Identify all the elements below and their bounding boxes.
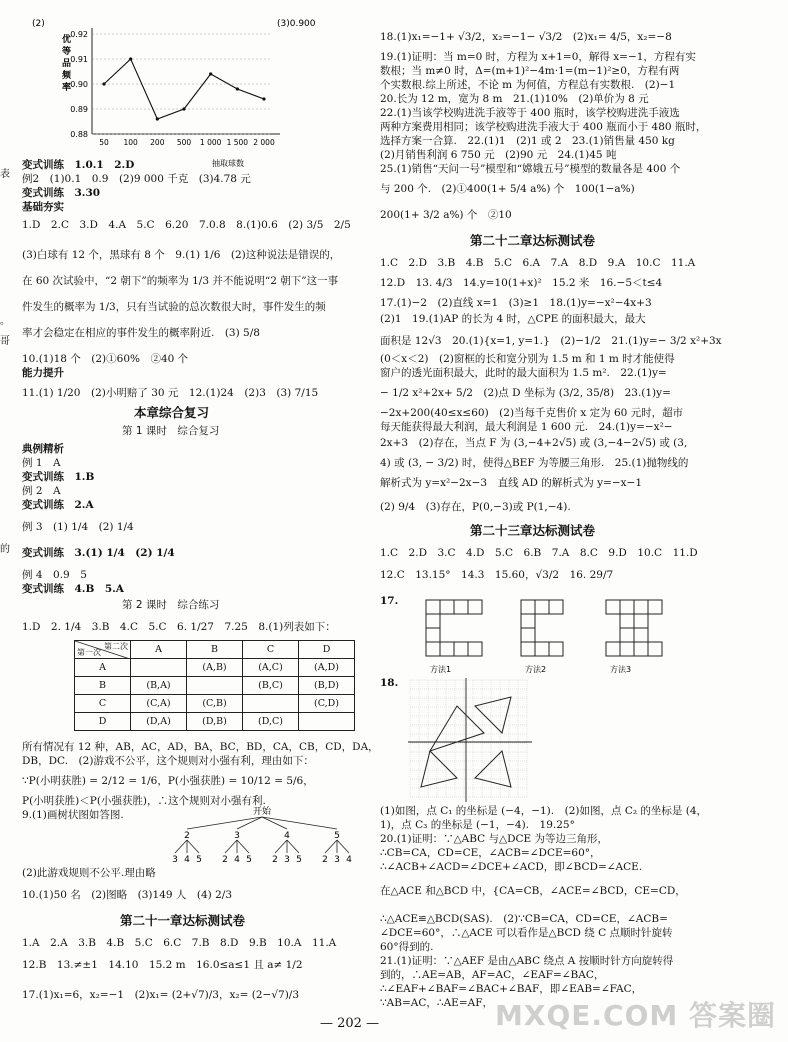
y-label-char: 优	[62, 35, 72, 45]
net-square	[440, 600, 454, 614]
triangle	[475, 751, 511, 787]
tree-branch	[275, 840, 287, 853]
ans-line: 200(1+ 3/2 a%) 个 ②10	[380, 209, 512, 221]
net-square	[426, 642, 440, 656]
ans-line: 21.(1)证明：∵△AEF 是由△ABC 绕点 A 按顺时针方向旋转得	[380, 955, 674, 967]
ans-line: 数根；当 m≠0 时，Δ=(m+1)²−4m·1=(m−1)²≥0，方程有两	[380, 65, 680, 77]
tree-branch	[175, 840, 187, 853]
ans-line: 20.(1)证明：∵△ABC 与△DCE 为等边三角形，	[380, 833, 609, 845]
net-label: 方法2	[525, 665, 547, 674]
tree-branch	[225, 840, 237, 853]
tree-leaf: 5	[246, 855, 252, 865]
tree-branch	[337, 840, 349, 853]
y-tick-label: 0.89	[70, 105, 88, 114]
section-label: 基础夯实	[22, 201, 64, 213]
ans-line: 17.(1)−2 (2)直线 x=1 (3)≥1 18.(1)y=−x²−4x+3	[380, 297, 652, 309]
ans-line: (2)1 19.(1)AP 的长为 4 时，△CPE 的面积最大，最大	[380, 313, 646, 325]
data-point	[156, 117, 159, 120]
ans-line: 18.(1)x₁=−1+ √3/2，x₂=−1− √3/2 (2)x₁= 4/5，x₂=−8	[380, 31, 672, 43]
tree-branch	[325, 840, 337, 853]
ans-line: (1)如图，点 C₁ 的坐标是 (−4，−1). (2)如图，点 C₂ 的坐标是 (4，	[380, 805, 708, 817]
tree-leaf: 2	[322, 855, 328, 865]
chart-note: (3)0.900	[277, 19, 316, 29]
ans-line: 在△ACE 和△BCD 中，{CA=CB，∠ACE=∠BCD，CE=CD，	[380, 885, 686, 897]
tree-leaf: 3	[334, 855, 340, 865]
tree-branch	[187, 840, 199, 853]
ans-line: 解析式为 y=x²−2x−3 直线 AD 的解析式为 y=−x−1	[380, 477, 643, 489]
data-point	[209, 72, 212, 75]
section-heading: 第二十三章达标测试卷	[470, 523, 596, 538]
ans-line: 例 3 (1) 1/4 (2) 1/4	[22, 521, 134, 533]
ans-line: 变式训练 3.30	[22, 187, 101, 199]
ans-line: 例 1 A	[22, 457, 61, 469]
ans-line: 1.C 2.D 3.C 4.D 5.C 6.B 7.A 8.C 9.D 10.C 11.D	[380, 547, 698, 559]
ans-line: 到的，∴AE=AB，AF=AC，∠EAF=∠BAC，	[380, 969, 605, 981]
y-tick-label: 0.92	[70, 30, 88, 39]
net-square	[535, 642, 549, 656]
ans-line: 22.(1)当该学校购进洗手液等于 400 瓶时，该学校购进洗手液选	[380, 107, 680, 119]
net-square	[454, 642, 468, 656]
ans-line: 与 200 个. (2)①400(1+ 5/4 a%) 个 100(1−a%)	[380, 183, 635, 195]
ans-line: 1)，点 C₃ 的坐标是 (−1，−4). 19.25°	[380, 819, 575, 831]
net-label: 方法3	[610, 665, 632, 674]
chart-x-label: 抽取球数	[212, 159, 244, 168]
edge-fragment: 哥	[0, 336, 10, 347]
ans-line: 件发生的概率为 1/3，只有当试验的总次数很大时，事件发生的频	[22, 301, 326, 313]
frequency-line-chart	[32, 14, 332, 169]
x-tick-label: 200	[150, 138, 165, 147]
ans-line: 4) 或 (3, − 3/2) 时，使得△BEF 为等腰三角形. 25.(1)抛物线的	[380, 457, 689, 469]
section-heading: 本章综合复习	[134, 405, 210, 420]
ans-line: 每天能获得最大利润，最大利润是 1 600 元. 24.(1)y=−x²−	[380, 421, 673, 433]
ans-line: 10.(1)18 个 (2)①60% ②40 个	[22, 353, 189, 365]
y-tick-label: 0.88	[70, 130, 88, 139]
chart-part-label: (2)	[32, 19, 45, 29]
net-square	[549, 600, 563, 614]
ans-line: 变式训练 3.(1) 1/4 (2) 1/4	[22, 547, 175, 559]
ans-line: 19.(1)证明：当 m=0 时，方程为 x+1=0，解得 x=−1，方程有实	[380, 51, 696, 63]
ans-line: 个实数根.综上所述，不论 m 为何值，方程总有实数根. (2)−1	[380, 79, 676, 91]
net-square	[620, 642, 634, 656]
ans-line: 2x+3 (2)存在，当点 F 为 (3,−4+2√5) 或 (3,−4−2√5) 或 (3,	[380, 437, 688, 449]
ans-line: 1.D 2. 1/4 3.B 4.C 5.C 6. 1/27 7.25 8.(1)列表如下：	[22, 621, 336, 633]
lesson-title: 第 2 课时 综合练习	[122, 599, 220, 611]
tree-branch	[187, 817, 262, 829]
tree-leaf: 4	[234, 855, 240, 865]
net-square	[634, 614, 648, 628]
ans-line: ∵AB=AC，∴AE=AF，	[380, 997, 493, 1009]
tree-root: 开始	[252, 807, 272, 817]
ans-line: ∴△ACE≌△BCD(SAS). (2)∵CB=CA，CD=CE，∠ACB=	[380, 913, 668, 925]
x-tick-label: 1 500	[226, 138, 249, 147]
tree-leaf: 4	[346, 855, 352, 865]
net-square	[426, 600, 440, 614]
net-square	[634, 628, 648, 642]
ans-line: 60°得到的.	[380, 941, 434, 953]
net-square	[454, 600, 468, 614]
table-row: C (C,A) (C,B) (C,D)	[75, 695, 355, 713]
tree-node: 4	[284, 831, 290, 841]
ans-line: (3)白球有 12 个，黑球有 8 个 9.(1) 1/6 (2)这种说法是错误的，	[22, 249, 341, 261]
data-point	[236, 87, 239, 90]
ans-line: 变式训练 1.0.1 2.D	[22, 159, 135, 171]
ans-line: 窗户的透光面积最大，此时的最大面积为 1.5 m². 22.(1)y=	[380, 367, 667, 379]
ans-line: 率才会稳定在相应的事件发生的概率附近. (3) 5/8	[22, 327, 260, 339]
ans-line: 在 60 次试验中，“2 朝下”的频率为 1/3 并不能说明“2 朝下”这一事	[22, 275, 339, 287]
tree-node: 5	[334, 831, 340, 841]
net-square	[535, 600, 549, 614]
ans-line: 变式训练 1.B	[22, 471, 95, 483]
net-square	[606, 600, 620, 614]
edge-fragment: 表	[0, 169, 10, 180]
tree-leaf: 5	[296, 855, 302, 865]
ans-line: 变式训练 4.B 5.A	[22, 583, 124, 595]
ans-line: 20.长为 12 m，宽为 8 m 21.(1)10% (2)单价为 8 元	[380, 93, 649, 105]
x-tick-label: 100	[123, 138, 138, 147]
net-square	[648, 600, 662, 614]
ans-line: ∠DCE=60°，∴△ACE 可以看作是△BCD 绕 C 点顺时针旋转	[380, 927, 673, 939]
data-point	[262, 97, 265, 100]
section-label: 典例精析	[22, 443, 64, 455]
ans-line: 两种方案费用相同；该学校购进洗手液大于 400 瓶而小于 480 瓶时，	[380, 121, 707, 133]
ans-line: ∴CB=CA，CD=CE，∠ACB=∠DCE=60°，	[380, 847, 601, 859]
ans-line: ∴∠EAF+∠BAF=∠BAC+∠BAF，即∠EAB=∠FAC，	[380, 983, 643, 995]
x-tick-label: 2 000	[253, 138, 275, 147]
ans-line: 11.(1) 1/20 (2)小明赔了 30 元 12.(1)24 (2)3 (3) 7/15	[22, 387, 319, 399]
tree-node: 2	[184, 831, 190, 841]
tree-leaf: 5	[196, 855, 202, 865]
section-heading: 第二十二章达标测试卷	[470, 233, 596, 248]
x-tick-label: 50	[99, 138, 109, 147]
ans-line: 17.(1)x₁=6，x₂=−1 (2)x₁= (2+√7)/3，x₂= (2−√7)/3	[22, 989, 300, 1001]
net-square	[426, 614, 440, 628]
net-label: 方法1	[430, 665, 452, 674]
net-square	[549, 642, 563, 656]
table-corner: 第二次 第一次	[75, 641, 131, 659]
table-col-header: D	[299, 641, 355, 659]
ans-line: 面积是 12√3 20.(1){x=1, y=1.} (2)−1/2 21.(1)y=− 3/2 x²+3x	[380, 335, 722, 347]
outcome-table	[74, 640, 355, 731]
tree-diagram	[162, 804, 362, 866]
section-heading: 第二十一章达标测试卷	[120, 913, 246, 928]
data-point	[102, 82, 105, 85]
ans-line: (2) 9/4 (3)存在，P(0,−3)或 P(1,−4).	[380, 501, 571, 513]
ans-line: 9.(1)画树状图如答图.	[22, 809, 124, 821]
net-square	[620, 600, 634, 614]
ans-line: (2)此游戏规则不公平.理由略	[22, 867, 156, 879]
ans-line: 例2 (1)0.1 0.9 (2)9 000 千克 (3)4.78 元	[22, 173, 251, 185]
ans-line: 所有情况有 12 种，AB，AC，AD，BA，BC，BD，CA，CB，CD，DA，	[22, 741, 379, 753]
triangle	[421, 751, 457, 787]
net-square	[426, 628, 440, 642]
lesson-title: 第 1 课时 综合复习	[122, 425, 220, 437]
net-square	[620, 628, 634, 642]
tree-branch	[262, 817, 337, 829]
table-col-header: A	[131, 641, 187, 659]
ans-line: 1.D 2.C 3.D 4.A 5.C 6.20 7.0.8 8.(1)0.6 (2) 3/5 2/5	[22, 219, 351, 231]
triangle	[430, 706, 484, 751]
ans-line: (2)月销售利润 6 750 元 (2)90 元 24.(1)45 吨	[380, 149, 617, 161]
net-square	[521, 628, 535, 642]
ans-line: 12.B 13.≠±1 14.10 15.2 m 16.0≤a≤1 且 a≠ 1/2	[22, 959, 303, 971]
tree-node: 3	[234, 831, 240, 841]
tree-leaf: 3	[284, 855, 290, 865]
data-point	[182, 107, 185, 110]
ans-line: − 1/2 x²+2x+ 5/2 (2)点 D 坐标为 (3/2, 35/8) 23.(1)y=	[380, 387, 671, 399]
ans-line: DB，DC. (2)游戏不公平，这个规则对小强有利，理由如下：	[22, 755, 314, 767]
ans-line: ∵P(小明获胜) = 2/12 = 1/6，P(小强获胜) = 10/12 = 5/6，	[22, 775, 314, 787]
edge-fragment: 。	[0, 316, 10, 327]
triangle	[475, 697, 511, 733]
ans-line: 例 4 0.9 5	[22, 569, 87, 581]
table-row: B (B,A) (B,C) (B,D)	[75, 677, 355, 695]
ans-line: 选择方案一合算. 22.(1)1 (2)1 或 2 23.(1)销售量 450 kg	[380, 135, 675, 147]
net-figures	[416, 596, 706, 676]
ans-line: 1.C 2.D 3.B 4.B 5.C 6.A 7.A 8.D 9.A 10.C 11.A	[380, 257, 696, 269]
net-square	[606, 642, 620, 656]
table-col-header: C	[243, 641, 299, 659]
tree-leaf: 4	[184, 855, 190, 865]
net-square	[620, 614, 634, 628]
ans-line: (0＜x＜2) (2)窗框的长和宽分别为 1.5 m 和 1 m 时才能使得	[380, 353, 675, 365]
ans-line: 12.C 13.15° 14.3 15.60，√3/2 16. 29/7	[380, 569, 614, 581]
net-square	[634, 642, 648, 656]
net-square	[648, 642, 662, 656]
tree-branch	[237, 840, 249, 853]
ans-line: −2x+200(40≤x≤60) (2)当每千克售价 x 定为 60 元时，超市	[380, 407, 684, 419]
ans-line: ∴∠ACB+∠ACD=∠DCE+∠ACD，即∠BCD=∠ACE.	[380, 861, 643, 873]
ans-line: P(小明获胜)＜P(小强获胜)，∴这个规则对小强有利.	[22, 795, 266, 807]
x-tick-label: 1 000	[199, 138, 222, 147]
net-square	[468, 642, 482, 656]
ans-line: 例 2 A	[22, 485, 61, 497]
coordinate-grid-figure	[406, 676, 536, 806]
net-square	[521, 642, 535, 656]
y-label-char: 品	[62, 59, 72, 69]
y-tick-label: 0.91	[70, 55, 88, 64]
table-row: A (A,B) (A,C) (A,D)	[75, 659, 355, 677]
ans-line: 变式训练 2.A	[22, 499, 94, 511]
ans-line: 12.D 13. 4/3 14.y=10(1+x)² 15.2 米 16.−5＜t≤4	[380, 277, 663, 289]
net-square	[440, 642, 454, 656]
table-row: D (D,A) (D,B) (D,C)	[75, 713, 355, 731]
ans-line: 10.(1)50 名 (2)图略 (3)149 人 (4) 2/3	[22, 889, 233, 901]
section-label: 能力提升	[22, 367, 64, 379]
table-col-header: B	[187, 641, 243, 659]
ans-line: 25.(1)销售“天问一号”模型和“嫦娥五号”模型的数量各是 400 个	[380, 163, 681, 175]
tree-leaf: 2	[272, 855, 278, 865]
y-label-char: 等	[62, 47, 72, 57]
ans-line: 18.	[380, 677, 399, 689]
ans-line: 17.	[380, 595, 399, 607]
y-tick-label: 0.90	[70, 80, 88, 89]
watermark-logo: MXQE.COM 答案圈	[495, 999, 776, 1032]
page-number: — 202 —	[320, 1016, 380, 1031]
edge-fragment: 的	[0, 544, 10, 555]
tree-leaf: 2	[222, 855, 228, 865]
tree-leaf: 3	[172, 855, 178, 865]
net-square	[521, 614, 535, 628]
x-tick-label: 500	[176, 138, 192, 147]
tree-branch	[287, 840, 299, 853]
net-square	[521, 600, 535, 614]
net-square	[634, 600, 648, 614]
data-point	[129, 57, 132, 60]
y-label-char: 频	[62, 71, 72, 81]
ans-line: 1.A 2.A 3.B 4.B 5.C 6.C 7.B 8.D 9.B 10.A 11.A	[22, 937, 337, 949]
net-square	[468, 600, 482, 614]
y-label-char: 率	[62, 83, 72, 93]
